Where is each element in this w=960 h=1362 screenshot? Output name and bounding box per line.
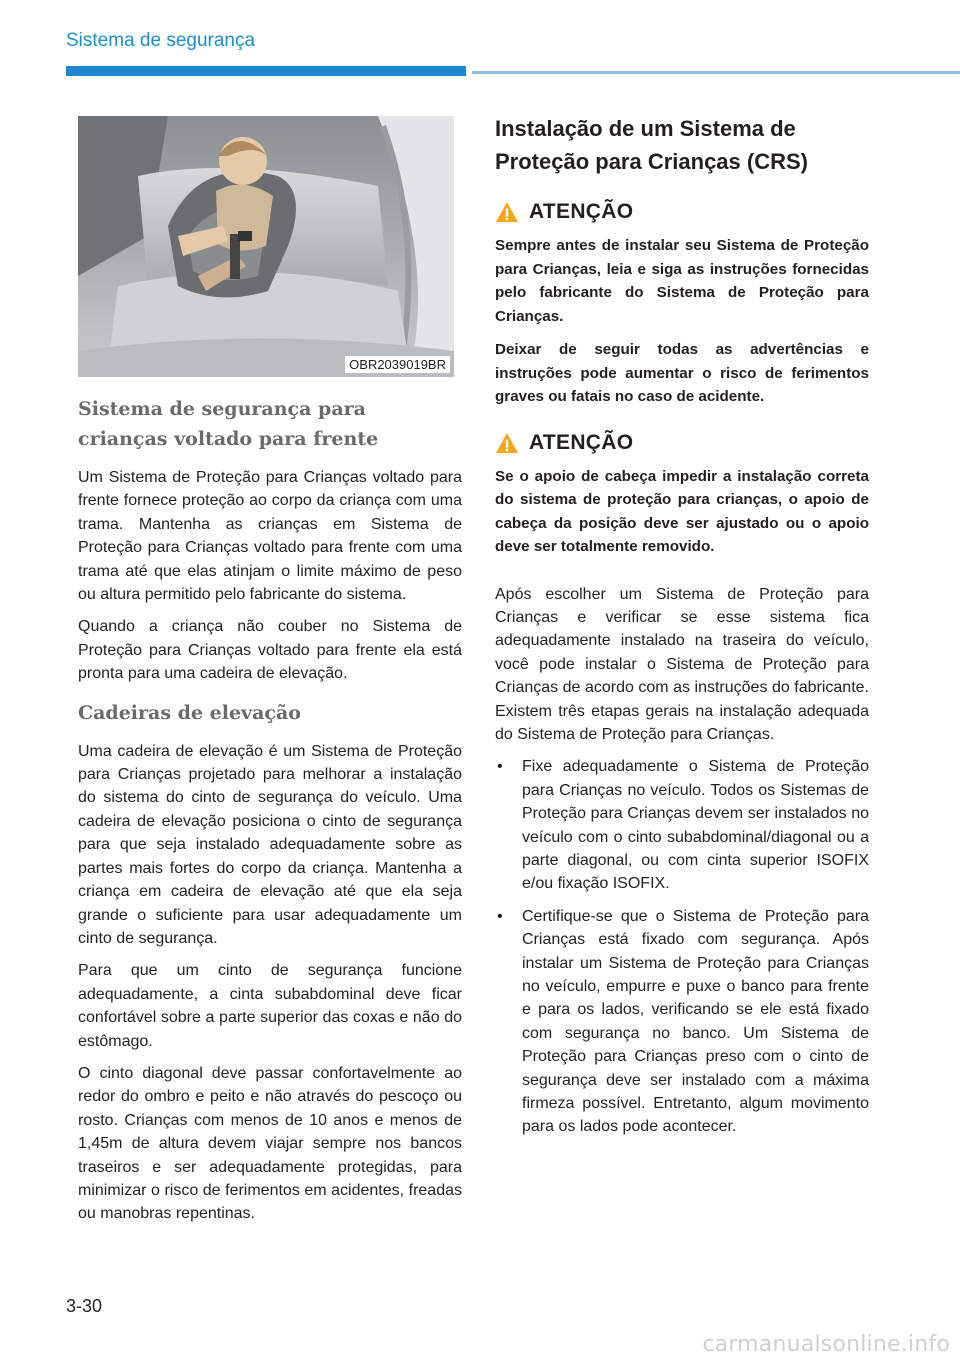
section-heading-crs [495,112,869,178]
warning-text: Sempre antes de instalar seu Sistema de Proteção para Crianças, leia e siga as instruções fornecidas pelo fabricante do Sistema de Proteção para Crianças. [495,237,869,325]
warning-icon [495,431,519,455]
heading-forward-facing [78,394,462,454]
bullet-icon: • [497,907,503,925]
heading-line-1: Sistema de segurança para [78,398,366,420]
list-item [495,755,869,895]
child-seat-illustration [78,116,454,377]
list-item-text: Certifique-se que o Sistema de Proteção para Crianças está fixado com segurança. Após instalar um Sistema de Proteção para Crianças no veículo, empurre e puxe o banco para frente e para os lados, verificando se ele está fixado com segurança no banco. Um Sistema de Proteção para Crianças preso com o cinto de segurança deve ser instalado com a máxima firmeza possível. Entretanto, algum movimento para os lados pode acontecer. [522,907,869,1136]
warning-box-2 [495,431,869,559]
paragraph: Uma cadeira de elevação é um Sistema de Proteção para Crianças projetado para melhorar a instalação do sistema do cinto de segurança do veículo. Uma cadeira de elevação posiciona o cinto de segurança para que seja instalado adequadamente sobre as partes mais fortes do corpo da criança. Mantenha a criança em cadeira de elevação até que ela seja grande o suficiente para usar adequadamente um cinto de segurança. [78,742,462,947]
bullet-list [495,755,869,1139]
page-number: 3-30 [66,1296,103,1316]
list-item [495,905,869,1139]
left-column [78,394,462,1235]
watermark: carmanualsonline.info [702,1332,950,1357]
heading-line-2: Proteção para Crianças (CRS) [495,149,808,174]
header-rule-light [472,71,960,74]
warning-label: ATENÇÃO [529,430,634,454]
heading-line-2: crianças voltado para frente [78,428,379,450]
figure-code: OBR2039019BR [345,356,450,373]
paragraph: O cinto diagonal deve passar confortavelmente ao redor do ombro e peito e não através do pescoço ou rosto. Crianças com menos de 10 anos e menos de 1,45m de altura devem viajar sempre nos bancos traseiros e ser adequadamente protegidas, para minimizar o risco de ferimentos em acidentes, freadas ou manobras repentinas. [78,1064,462,1223]
warning-text: Deixar de seguir todas as advertências e instruções pode aumentar o risco de ferimentos graves ou fatais no caso de acidente. [495,341,869,405]
paragraph: Um Sistema de Proteção para Crianças voltado para frente fornece proteção ao corpo da criança com uma trama. Mantenha as crianças em Sistema de Proteção para Crianças voltado para frente com uma trama até que elas atinjam o limite máximo de peso ou altura permitido pelo fabricante do sistema. [78,469,462,604]
warning-text: Se o apoio de cabeça impedir a instalação correta do sistema de proteção para crianças, o apoio de cabeça da posição deve ser ajustado ou o apoio deve ser totalmente removido. [495,467,869,555]
warning-box-1 [495,200,869,409]
paragraph: Após escolher um Sistema de Proteção para Crianças e verificar se esse sistema fica adequadamente instalado na traseira do veículo, você pode instalar o Sistema de Proteção para Crianças de acordo com as instruções do fabricante. Existem três etapas gerais na instalação adequada do Sistema de Proteção para Crianças. [495,585,869,743]
heading-booster-seats: Cadeiras de elevação [78,701,301,724]
bullet-icon: • [497,758,503,776]
warning-icon [495,200,519,224]
paragraph: Quando a criança não couber no Sistema de Proteção para Crianças voltado para frente ela está pronta para uma cadeira de elevação. [78,618,462,683]
paragraph: Para que um cinto de segurança funcione adequadamente, a cinta subabdominal deve ficar confortável sobre a parte superior das coxas e não do estômago. [78,962,462,1050]
right-column [495,112,869,1148]
warning-label: ATENÇÃO [529,200,634,223]
warning-title [495,200,869,224]
section-title: Sistema de segurança [66,30,256,51]
header-rule [66,66,466,76]
list-item-text: Fixe adequadamente o Sistema de Proteção para Crianças no veículo. Todos os Sistemas de Proteção para Crianças devem ser instalados no veículo com o cinto subabdominal/diagonal ou a parte diagonal, ou com cinta superior ISOFIX e/ou fixação ISOFIX. [522,758,869,893]
heading-line-1: Instalação de um Sistema de [495,116,796,141]
warning-title [495,431,869,455]
